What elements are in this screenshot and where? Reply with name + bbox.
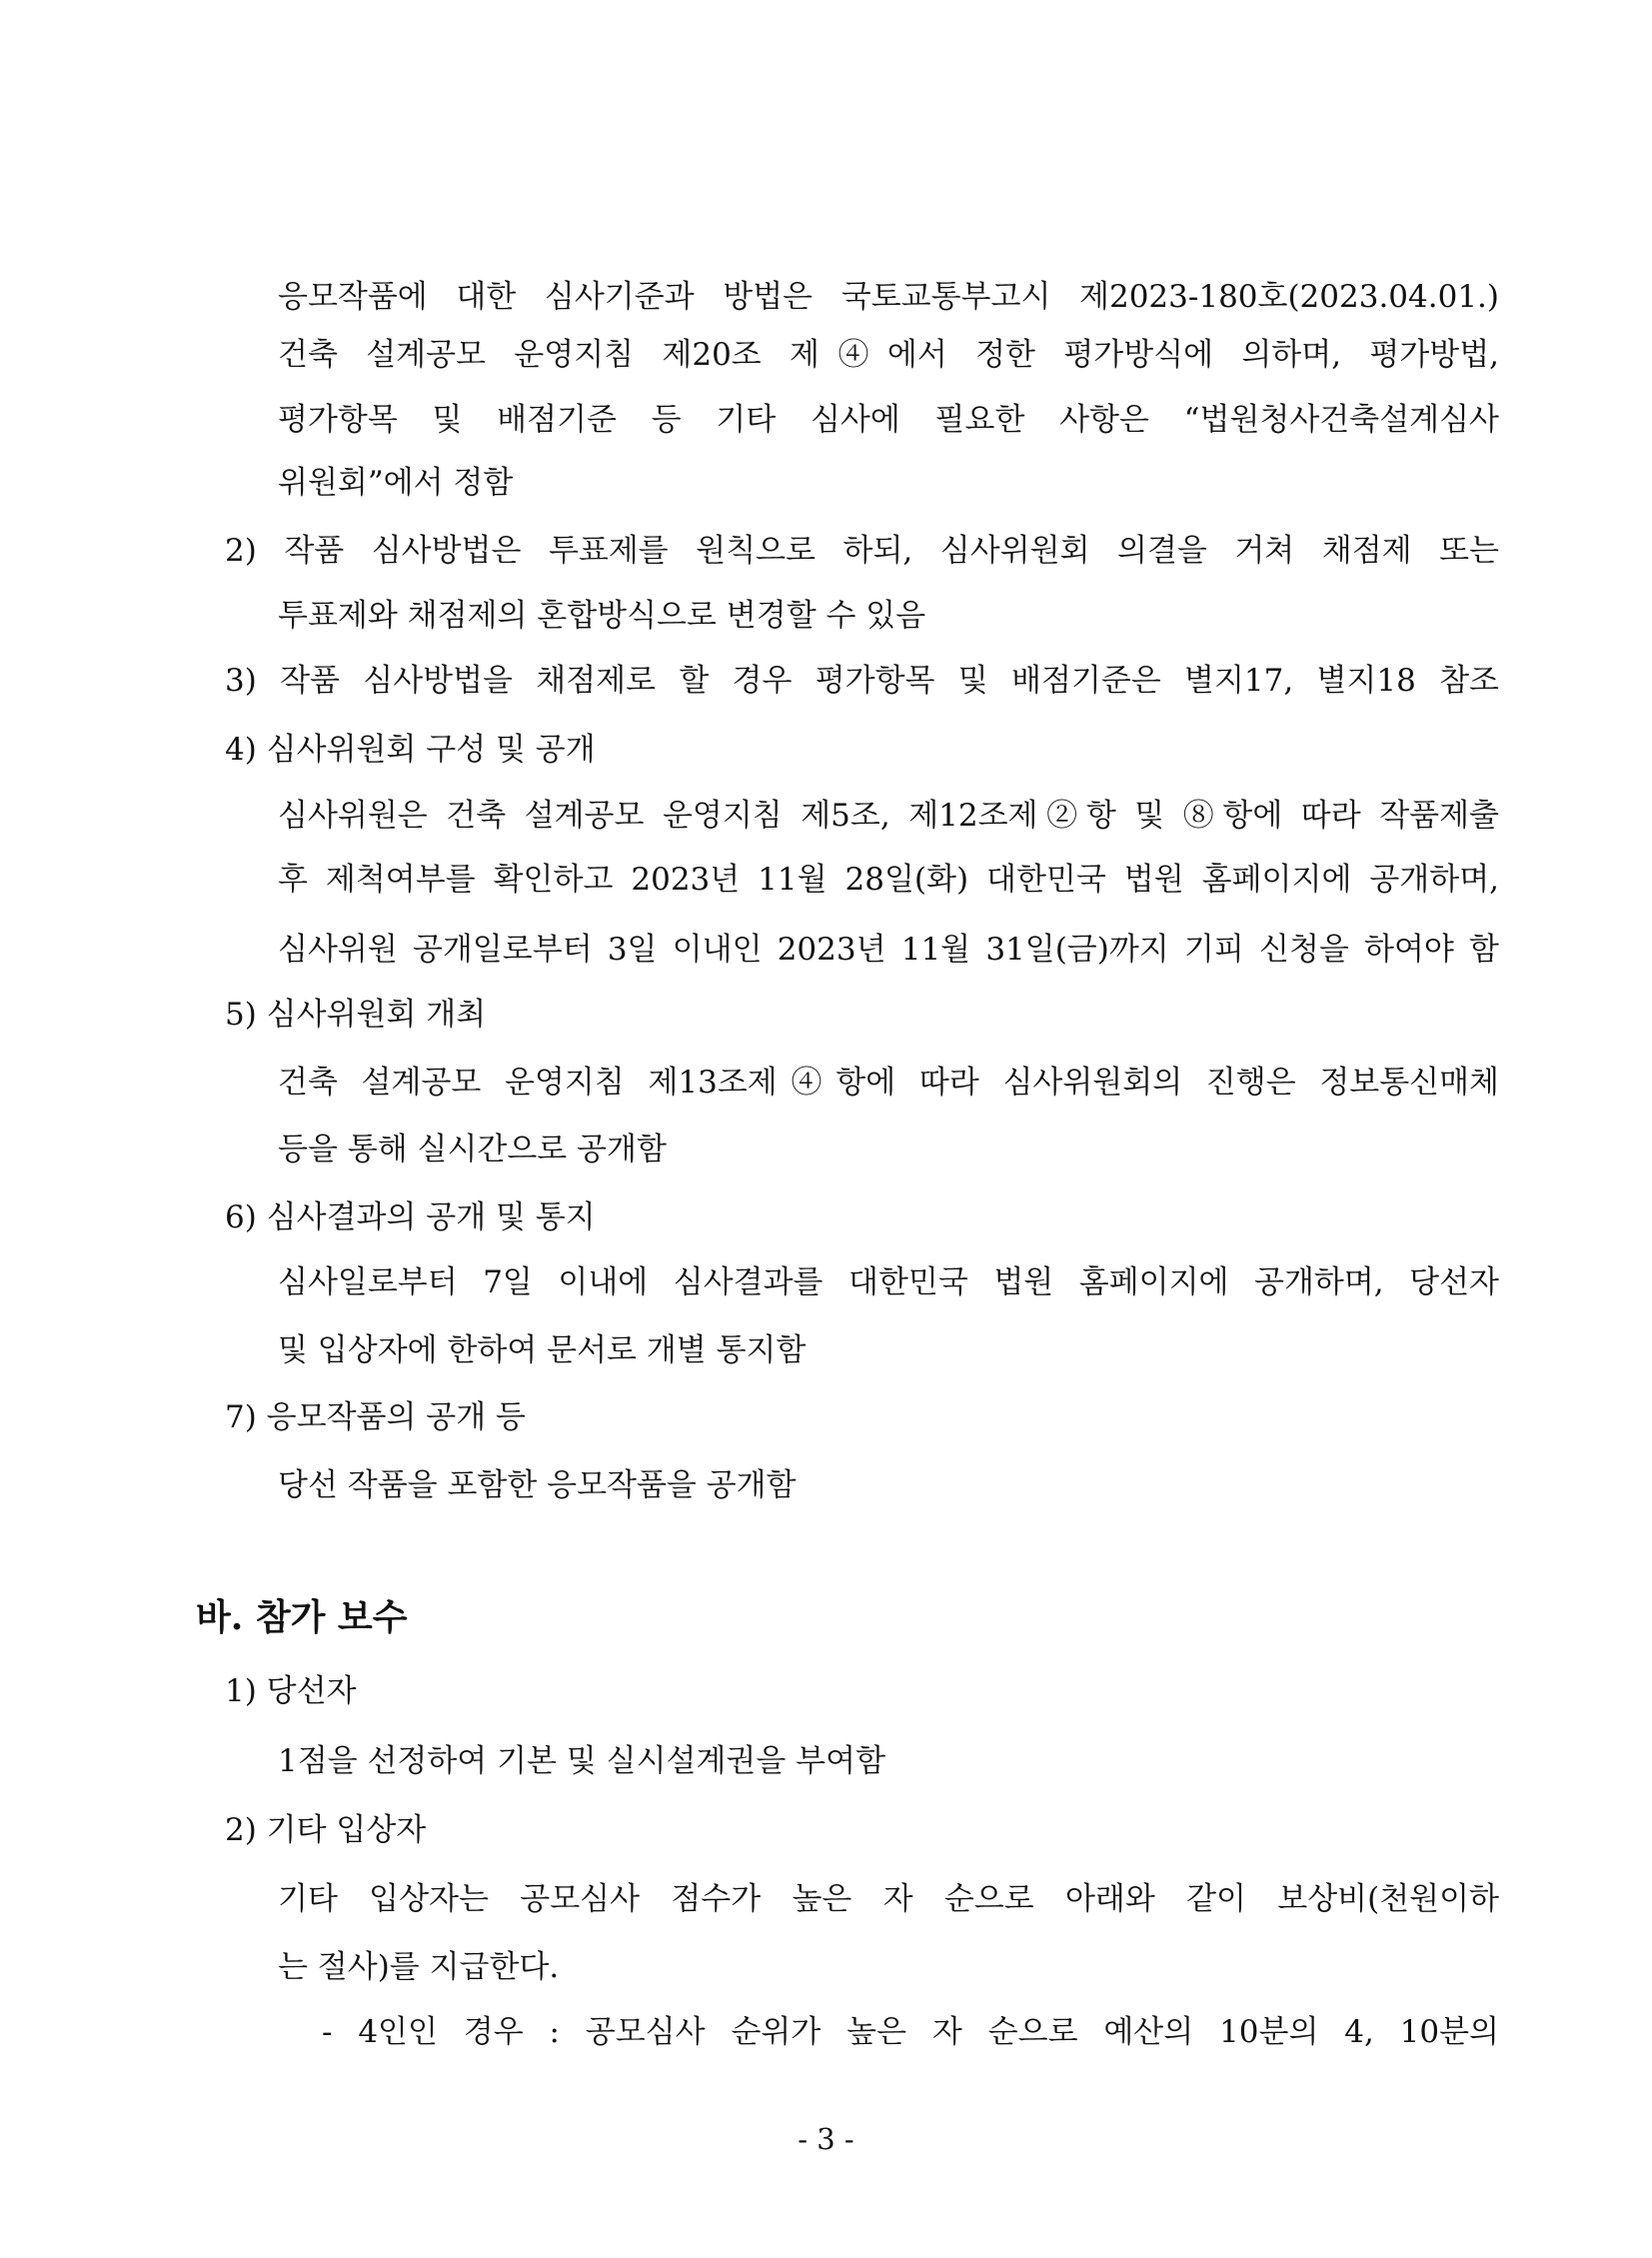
paragraph-line: 건축 설계공모 운영지침 제20조 제④에서 정한 평가방식에 의하며, 평가방법, <box>278 337 1499 373</box>
section-heading: 바. 참가 보수 <box>196 1596 408 1638</box>
page-number: - 3 - <box>798 2122 854 2156</box>
paragraph-line: 응모작품에 대한 심사기준과 방법은 국토교통부고시 제2023-180호(2023.04.01.) <box>278 279 1499 315</box>
paragraph-line: - 4인인 경우 : 공모심사 순위가 높은 자 순으로 예산의 10분의 4, 10분의 <box>322 2014 1499 2050</box>
paragraph-line: 심사위원 공개일로부터 3일 이내인 2023년 11월 31일(금)까지 기피 신청을 하여야 함 <box>278 932 1499 968</box>
paragraph-line: 평가항목 및 배점기준 등 기타 심사에 필요한 사항은 “법원청사건축설계심사 <box>278 402 1499 438</box>
numbered-item-line: 5) 심사위원회 개최 <box>225 997 487 1033</box>
numbered-item-line: 2) 기타 입상자 <box>225 1812 427 1848</box>
numbered-item-line: 7) 응모작품의 공개 등 <box>225 1399 526 1435</box>
paragraph-line: 위원회”에서 정함 <box>278 465 514 501</box>
numbered-item-line: 4) 심사위원회 구성 및 공개 <box>225 732 596 768</box>
paragraph-line: 심사일로부터 7일 이내에 심사결과를 대한민국 법원 홈페이지에 공개하며, 당선자 <box>278 1264 1499 1300</box>
paragraph-line: 및 입상자에 한하여 문서로 개별 통지함 <box>278 1332 807 1368</box>
paragraph-line: 1점을 선정하여 기본 및 실시설계권을 부여함 <box>278 1743 886 1779</box>
paragraph-line: 당선 작품을 포함한 응모작품을 공개함 <box>278 1467 797 1503</box>
paragraph-line: 심사위원은 건축 설계공모 운영지침 제5조, 제12조제②항 및 ⑧항에 따라 작품제출 <box>278 798 1499 834</box>
paragraph-line: 기타 입상자는 공모심사 점수가 높은 자 순으로 아래와 같이 보상비(천원이하 <box>278 1881 1499 1917</box>
paragraph-line: 후 제척여부를 확인하고 2023년 11월 28일(화) 대한민국 법원 홈페이지에 공개하며, <box>278 862 1499 898</box>
paragraph-line: 투표제와 채점제의 혼합방식으로 변경할 수 있음 <box>278 598 926 634</box>
numbered-item-line: 2) 작품 심사방법은 투표제를 원칙으로 하되, 심사위원회 의결을 거쳐 채점제 또는 <box>225 533 1499 569</box>
numbered-item-line: 6) 심사결과의 공개 및 통지 <box>225 1199 596 1235</box>
paragraph-line: 등을 통해 실시간으로 공개함 <box>278 1131 667 1167</box>
paragraph-line: 는 절사)를 지급한다. <box>278 1949 560 1985</box>
paragraph-line: 건축 설계공모 운영지침 제13조제④항에 따라 심사위원회의 진행은 정보통신매체 <box>278 1065 1499 1101</box>
numbered-item-line: 3) 작품 심사방법을 채점제로 할 경우 평가항목 및 배점기준은 별지17, 별지18 참조 <box>225 663 1499 699</box>
numbered-item-line: 1) 당선자 <box>225 1673 357 1709</box>
